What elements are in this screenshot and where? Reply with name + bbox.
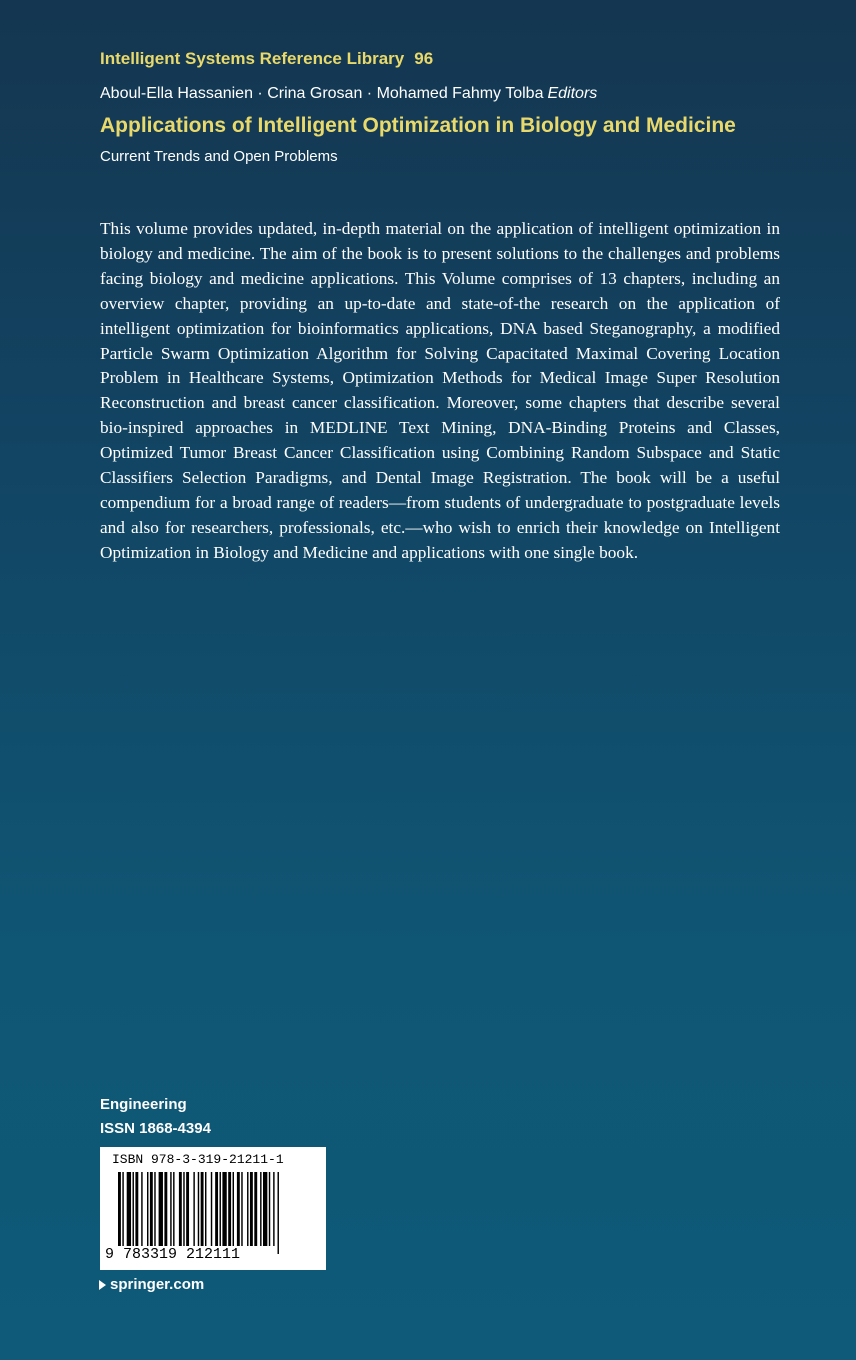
barcode-bar xyxy=(222,1172,226,1246)
series-name: Intelligent Systems Reference Library xyxy=(100,49,405,68)
barcode-bar xyxy=(269,1172,270,1246)
subject-category: Engineering xyxy=(100,1096,187,1113)
barcode-bar xyxy=(198,1172,199,1246)
editors-role: Editors xyxy=(547,85,598,102)
barcode-bar xyxy=(122,1172,123,1254)
book-title: Applications of Intelligent Optimization in Biology and Medicine xyxy=(100,114,736,137)
barcode-digits xyxy=(104,1246,241,1263)
barcode-bar xyxy=(215,1172,218,1246)
barcode-bar xyxy=(170,1172,171,1246)
barcode-bar xyxy=(228,1172,231,1246)
series-volume: 96 xyxy=(414,49,434,68)
barcode-bar xyxy=(250,1172,253,1246)
issn-number: ISSN 1868-4394 xyxy=(100,1120,211,1137)
publisher-link[interactable] xyxy=(99,1276,204,1293)
barcode-bar xyxy=(263,1172,267,1246)
barcode-bar xyxy=(193,1172,194,1246)
barcode-bar xyxy=(179,1172,182,1246)
barcode-bar xyxy=(205,1172,206,1246)
barcode-bar xyxy=(135,1172,138,1246)
isbn-label: ISBN 978-3-319-21211-1 xyxy=(112,1152,284,1167)
barcode-bar xyxy=(237,1172,240,1246)
book-description: This volume provides updated, in-depth material on the application of intelligent optimization in biology and medicine. The aim of the book is to present solutions to the challenges and problems facing biology and medicine applications. This Volume comprises of 13 chapters, including an overview chapter, providing an up-to-date and state-of-the research on the application of intelligent optimization for bioinformatics applications, DNA based Steganography, a modified Particle Swarm Optimization Algorithm for Solving Capacitated Maximal Covering Location Problem in Healthcare Systems, Optimization Methods for Medical Image Super Resolution Reconstruction and breast cancer classification. Moreover, some chapters that describe several bio-inspired approaches in MEDLINE Text Mining, DNA-Binding Proteins and Classes, Optimized Tumor Breast Cancer Classification using Combining Random Subspace and Static Classifiers Selection Paradigms, and Dental Image Registration. The book will be a useful compendium for a broad range of readers—from students of undergraduate to postgraduate levels and also for researchers, professionals, etc.—who wish to enrich their knowledge on Intelligent Optimization in Biology and Medicine and applications with one single book. xyxy=(100,219,780,562)
barcode-bar xyxy=(241,1172,242,1246)
barcode-bar xyxy=(186,1172,189,1246)
isbn-barcode xyxy=(100,1147,326,1270)
barcode-bar xyxy=(118,1172,121,1254)
barcode-digits-text: 9 783319 212111 xyxy=(105,1246,241,1263)
barcode-bar xyxy=(133,1172,134,1246)
editor-names: Aboul-Ella Hassanien · Crina Grosan · Mohamed Fahmy Tolba xyxy=(100,85,544,102)
barcode-bar xyxy=(173,1172,174,1246)
barcode-bar xyxy=(278,1172,279,1254)
barcode-bar xyxy=(154,1172,155,1246)
barcode-bar xyxy=(127,1172,131,1246)
barcode-bar xyxy=(260,1172,261,1246)
book-subtitle: Current Trends and Open Problems xyxy=(100,148,338,165)
arrow-right-icon xyxy=(99,1280,106,1290)
barcode-bar xyxy=(159,1172,163,1246)
editors-line xyxy=(100,85,597,103)
barcode-bar xyxy=(147,1172,148,1246)
barcode-bar xyxy=(183,1172,184,1246)
barcode-bar xyxy=(254,1172,257,1246)
barcode-bar xyxy=(211,1172,212,1246)
barcode-bar xyxy=(247,1172,248,1246)
barcode-bar xyxy=(164,1172,167,1246)
barcode-bar xyxy=(273,1172,274,1246)
barcode-bar xyxy=(141,1172,142,1246)
barcode-bar xyxy=(150,1172,153,1246)
barcode-bar xyxy=(220,1172,221,1246)
series-heading xyxy=(100,49,433,69)
barcode-bar xyxy=(201,1172,204,1254)
barcode-bars xyxy=(118,1172,318,1254)
publisher-website: springer.com xyxy=(110,1276,205,1293)
barcode-bar xyxy=(233,1172,234,1246)
